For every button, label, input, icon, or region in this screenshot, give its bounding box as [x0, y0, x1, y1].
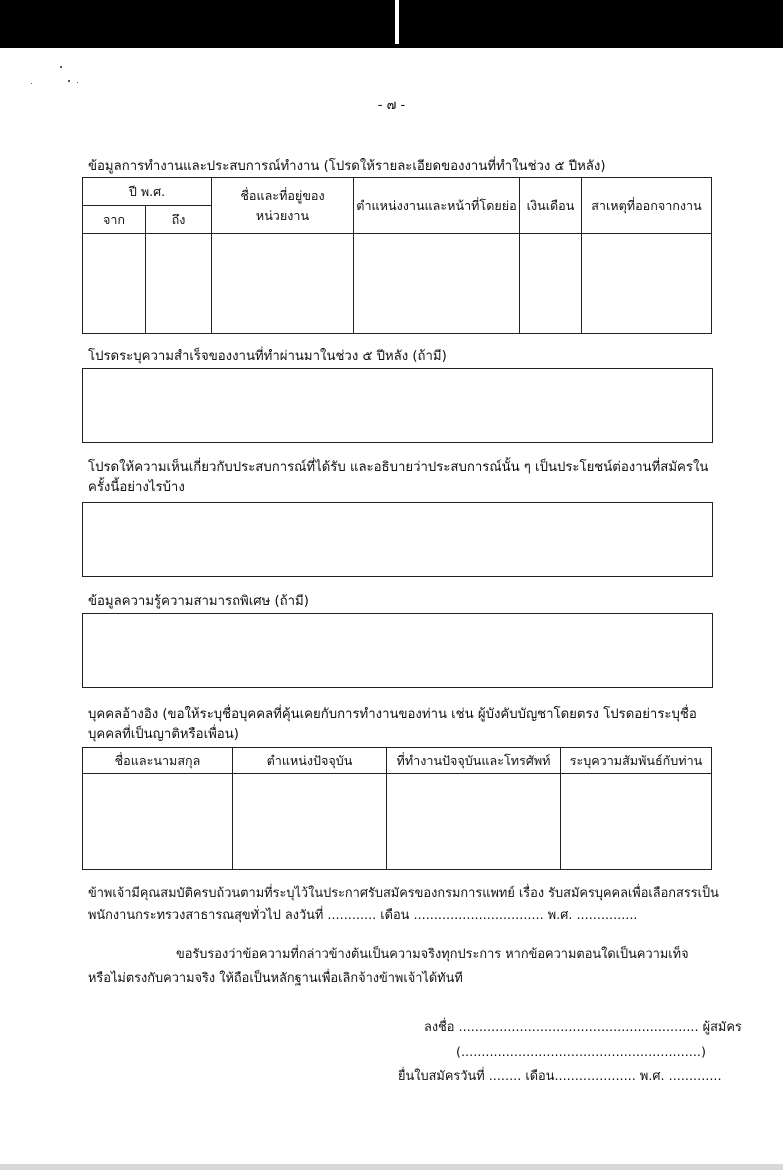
experience-box[interactable]	[82, 502, 713, 577]
achievement-box[interactable]	[82, 368, 713, 443]
achievement-section-title: โปรดระบุความสำเร็จของงานที่ทำผ่านมาในช่วง ๕ ปีหลัง (ถ้ามี)	[88, 349, 447, 364]
header-salary: เงินเดือน	[520, 178, 582, 234]
header-to: ถึง	[146, 206, 212, 234]
scan-speck	[68, 80, 70, 82]
ref-relation-cell[interactable]	[561, 774, 712, 870]
page-number: - ๗ -	[377, 98, 406, 113]
reference-section-title: บุคคลอ้างอิง (ขอให้ระบุชื่อบุคคลที่คุ้นเคยกับการทำงานของท่าน เช่น ผู้บังคับบัญชาโดยตรง โปรดอย่าระบุชื่อบุคคลที่เป็นญาติหรือเพื่อน)	[88, 707, 697, 742]
scan-speck	[31, 83, 32, 84]
certify-line-1: ขอรับรองว่าข้อความที่กล่าวข้างต้นเป็นความจริงทุกประการ หากข้อความตอนใดเป็นความเท็จ	[176, 947, 689, 962]
header-ref-name: ชื่อและนามสกุล	[83, 748, 233, 774]
scan-top-border	[0, 0, 783, 48]
scan-top-gap	[395, 0, 399, 44]
scan-speck	[77, 82, 78, 83]
work-section-title: ข้อมูลการทำงานและประสบการณ์ทำงาน (โปรดให้รายละเอียดของงานที่ทำในช่วง ๕ ปีหลัง)	[88, 159, 606, 174]
work-salary-cell[interactable]	[520, 234, 582, 334]
scan-speck	[60, 66, 62, 68]
header-reason: สาเหตุที่ออกจากงาน	[582, 178, 712, 234]
signature-line: ลงชื่อ ........................................................... ผู้สมัคร	[424, 1020, 742, 1035]
header-ref-relation: ระบุความสัมพันธ์กับท่าน	[561, 748, 712, 774]
skills-box[interactable]	[82, 613, 713, 688]
header-workplace: ชื่อและที่อยู่ของหน่วยงาน	[212, 178, 354, 234]
signature-name-line: (...........................................................)	[456, 1045, 706, 1060]
header-ref-workplace: ที่ทำงานปัจจุบันและโทรศัพท์	[387, 748, 561, 774]
work-reason-cell[interactable]	[582, 234, 712, 334]
ref-position-cell[interactable]	[233, 774, 387, 870]
application-date-line: ยื่นใบสมัครวันที่ ........ เดือน.................... พ.ศ. .............	[398, 1069, 722, 1084]
work-to-cell[interactable]	[146, 234, 212, 334]
header-position: ตำแหน่งงานและหน้าที่โดยย่อ	[354, 178, 520, 234]
header-from: จาก	[83, 206, 146, 234]
reference-table	[82, 747, 712, 870]
work-from-cell[interactable]	[83, 234, 146, 334]
scan-bottom-border	[0, 1164, 783, 1170]
skills-section-title: ข้อมูลความรู้ความสามารถพิเศษ (ถ้ามี)	[88, 594, 309, 609]
declaration-line-2: พนักงานกระทรวงสาธารณสุขทั่วไป ลงวันที่ ............ เดือน ................................ พ.ศ. ...............	[88, 908, 638, 923]
declaration-line-1: ข้าพเจ้ามีคุณสมบัติครบถ้วนตามที่ระบุไว้ในประกาศรับสมัครของกรมการแพทย์ เรื่อง รับสมัครบุคคลเพื่อเลือกสรรเป็น	[88, 886, 719, 901]
ref-name-cell[interactable]	[83, 774, 233, 870]
certify-line-2: หรือไม่ตรงกับความจริง ให้ถือเป็นหลักฐานเพื่อเลิกจ้างข้าพเจ้าได้ทันที	[88, 971, 463, 986]
work-position-cell[interactable]	[354, 234, 520, 334]
ref-workplace-cell[interactable]	[387, 774, 561, 870]
header-ref-position: ตำแหน่งปัจจุบัน	[233, 748, 387, 774]
work-workplace-cell[interactable]	[212, 234, 354, 334]
header-year: ปี พ.ศ.	[83, 178, 212, 206]
work-history-table	[82, 177, 712, 334]
experience-section-title: โปรดให้ความเห็นเกี่ยวกับประสบการณ์ที่ได้รับ และอธิบายว่าประสบการณ์นั้น ๆ เป็นประโยชน์ต่องานที่สมัครในครั้งนี้อย่างไรบ้าง	[88, 460, 709, 495]
